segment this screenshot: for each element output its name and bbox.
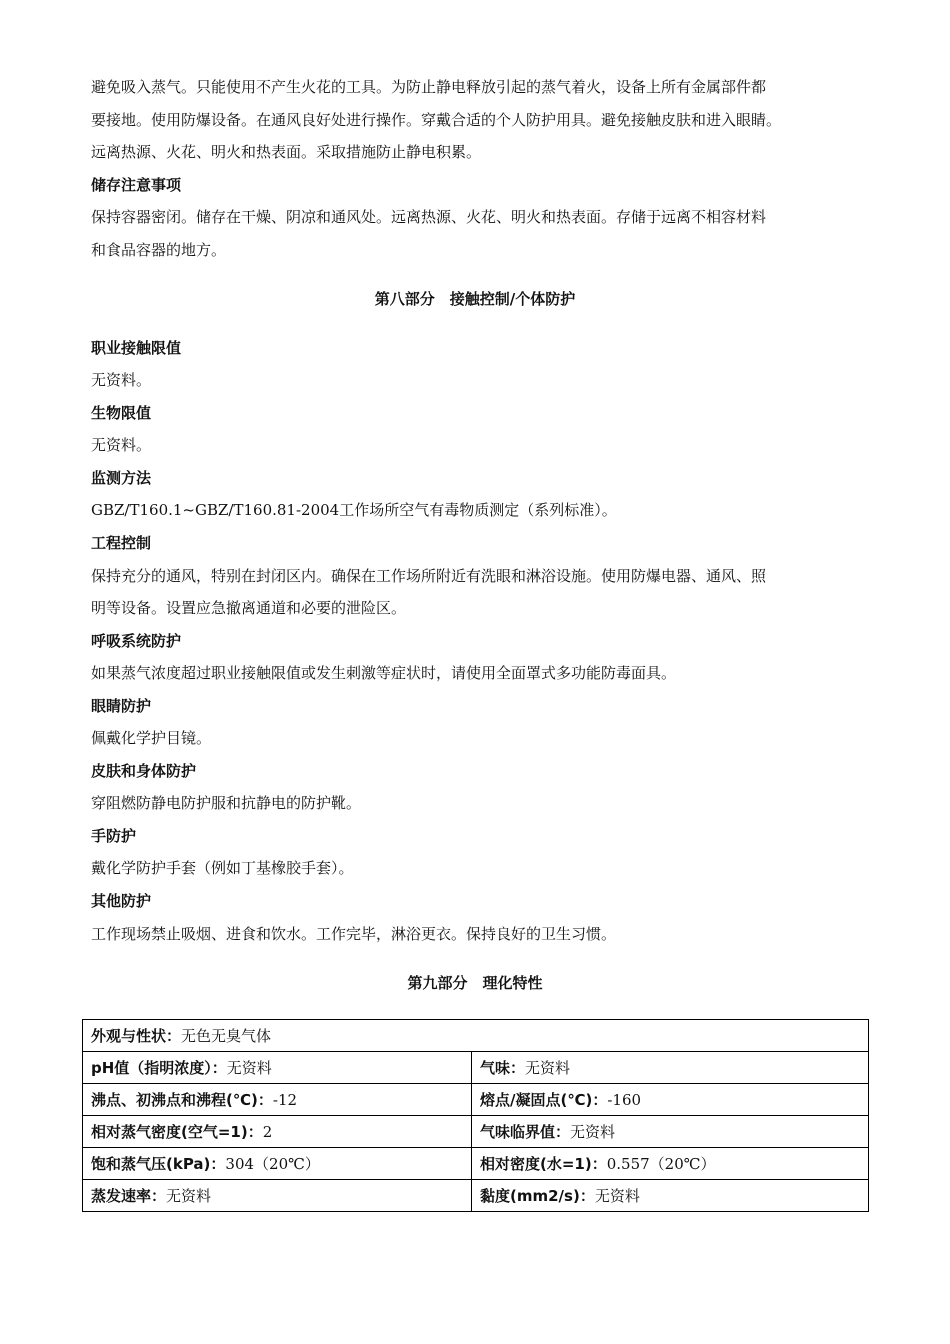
eye-protection-heading: 眼睛防护	[91, 697, 152, 715]
property-label: 蒸发速率：	[91, 1187, 167, 1205]
property-value: 无色无臭气体	[181, 1027, 272, 1045]
respiratory-protection-text: 如果蒸气浓度超过职业接触限值或发生刺激等症状时，请使用全面罩式多功能防毒面具。	[91, 664, 677, 682]
engineering-control-text-line-2: 明等设备。设置应急撤离通道和必要的泄险区。	[91, 599, 407, 617]
section-9-title: 第九部分 理化特性	[407, 974, 543, 992]
eye-protection-text: 佩戴化学护目镜。	[91, 729, 212, 747]
physicochemical-properties-table	[82, 1019, 869, 1212]
property-value: 无资料	[594, 1187, 640, 1205]
handling-text-line-3: 远离热源、火花、明火和热表面。采取措施防止静电积累。	[91, 143, 482, 161]
table-row	[83, 1084, 869, 1116]
property-label: 外观与性状：	[91, 1027, 182, 1045]
property-value: 无资料	[525, 1059, 571, 1077]
appearance-cell	[83, 1020, 869, 1052]
monitoring-method-heading: 监测方法	[91, 469, 152, 487]
table-row	[83, 1116, 869, 1148]
property-label: pH值（指明浓度）：	[91, 1059, 227, 1077]
property-cell	[83, 1180, 472, 1212]
property-label: 熔点/凝固点(℃)：	[480, 1091, 608, 1109]
property-label: 相对蒸气密度(空气=1)：	[91, 1123, 263, 1141]
property-label: 黏度(mm2/s)：	[480, 1187, 595, 1205]
section-8-title: 第八部分 接触控制/个体防护	[374, 290, 576, 308]
table-row	[83, 1052, 869, 1084]
property-cell	[83, 1116, 472, 1148]
storage-heading: 储存注意事项	[91, 176, 182, 194]
property-value: 无资料	[166, 1187, 212, 1205]
monitoring-method-text: GBZ/T160.1~GBZ/T160.81-2004工作场所空气有毒物质测定（系列标准）。	[91, 501, 617, 519]
property-cell	[472, 1148, 869, 1180]
biological-limit-text: 无资料。	[91, 436, 152, 454]
exposure-limit-text: 无资料。	[91, 371, 152, 389]
property-label: 饱和蒸气压(kPa)：	[91, 1155, 226, 1173]
property-label: 气味：	[480, 1059, 526, 1077]
property-label: 气味临界值：	[480, 1123, 571, 1141]
table-row	[83, 1148, 869, 1180]
respiratory-protection-heading: 呼吸系统防护	[91, 632, 182, 650]
property-label: 相对密度(水=1)：	[480, 1155, 607, 1173]
property-cell	[472, 1052, 869, 1084]
biological-limit-heading: 生物限值	[91, 404, 152, 422]
property-value: 304（20℃）	[225, 1155, 320, 1173]
property-cell	[83, 1084, 472, 1116]
property-cell	[472, 1180, 869, 1212]
hand-protection-heading: 手防护	[91, 827, 137, 845]
property-value: 0.557（20℃）	[606, 1155, 716, 1173]
handling-text-line-1: 避免吸入蒸气。只能使用不产生火花的工具。为防止静电释放引起的蒸气着火，设备上所有金属部件都	[91, 78, 767, 96]
engineering-control-heading: 工程控制	[91, 534, 152, 552]
property-cell	[83, 1148, 472, 1180]
property-cell	[472, 1116, 869, 1148]
property-value: 无资料	[226, 1059, 272, 1077]
property-value: -160	[607, 1091, 642, 1109]
other-protection-text: 工作现场禁止吸烟、进食和饮水。工作完毕，淋浴更衣。保持良好的卫生习惯。	[91, 925, 617, 943]
property-cell	[83, 1052, 472, 1084]
hand-protection-text: 戴化学防护手套（例如丁基橡胶手套）。	[91, 859, 354, 877]
skin-body-protection-text: 穿阻燃防静电防护服和抗静电的防护靴。	[91, 794, 362, 812]
handling-text-line-2: 要接地。使用防爆设备。在通风良好处进行操作。穿戴合适的个人防护用具。避免接触皮肤和进入眼睛。	[91, 111, 782, 129]
storage-text-line-1: 保持容器密闭。储存在干燥、阴凉和通风处。远离热源、火花、明火和热表面。存储于远离不相容材料	[91, 208, 767, 226]
engineering-control-text-line-1: 保持充分的通风，特别在封闭区内。确保在工作场所附近有洗眼和淋浴设施。使用防爆电器、通风、照	[91, 567, 767, 585]
skin-body-protection-heading: 皮肤和身体防护	[91, 762, 197, 780]
property-value: -12	[272, 1091, 298, 1109]
table-row	[83, 1180, 869, 1212]
other-protection-heading: 其他防护	[91, 892, 152, 910]
property-value: 无资料	[570, 1123, 616, 1141]
storage-text-line-2: 和食品容器的地方。	[91, 241, 227, 259]
table-row	[83, 1020, 869, 1052]
exposure-limit-heading: 职业接触限值	[91, 339, 182, 357]
property-label: 沸点、初沸点和沸程(℃)：	[91, 1091, 273, 1109]
property-cell	[472, 1084, 869, 1116]
property-value: 2	[262, 1123, 273, 1141]
